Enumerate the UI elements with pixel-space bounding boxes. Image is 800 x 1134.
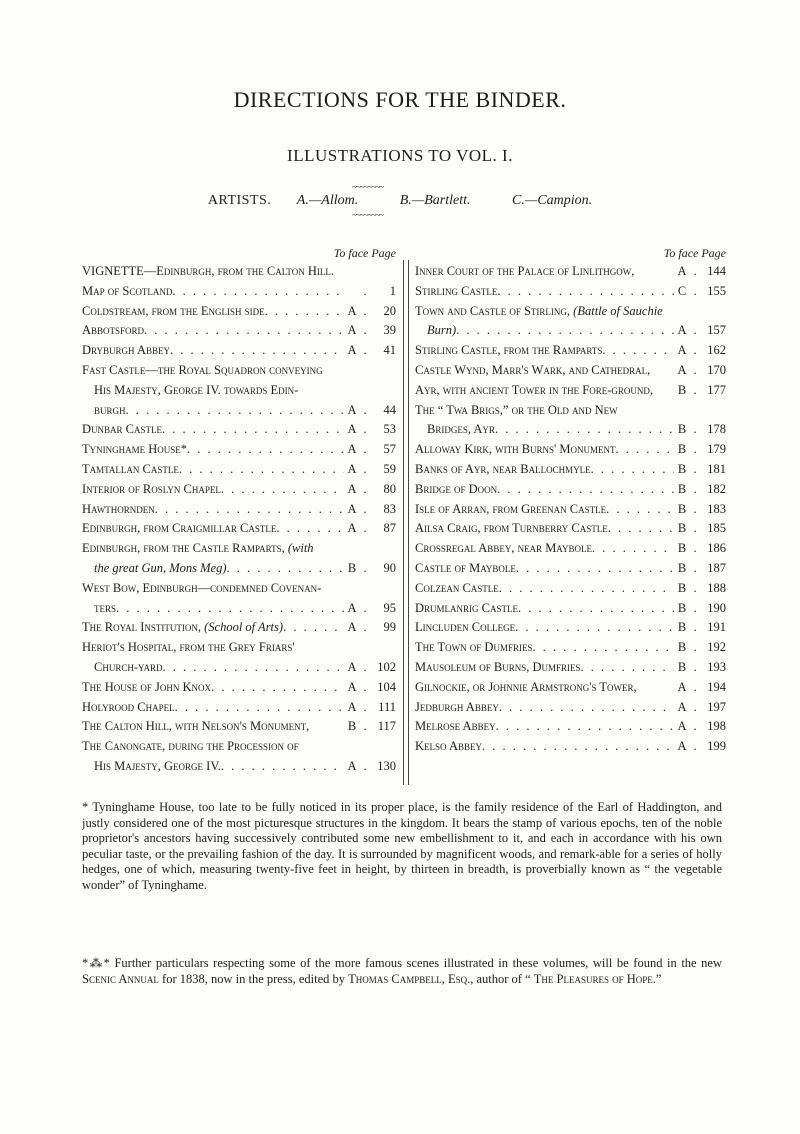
entry-artist: A	[347, 659, 357, 674]
entry-artist: B	[677, 382, 687, 397]
entry-page: 179	[707, 442, 726, 457]
leader-dots	[144, 321, 344, 341]
entry-page: 188	[707, 580, 726, 595]
entry-title	[427, 321, 456, 341]
contents-entry	[82, 460, 396, 480]
entry-separator: .	[363, 402, 367, 417]
contents-entry	[415, 737, 726, 757]
entry-artist: A	[347, 461, 357, 476]
entry-title: Map of Scotland	[82, 283, 173, 298]
entry-artist: B	[677, 600, 687, 615]
contents-entry	[415, 480, 726, 500]
leader-dots	[608, 519, 674, 539]
entry-page: 190	[707, 600, 726, 615]
entry-artist: A	[347, 699, 357, 714]
entry-title: ters	[94, 600, 117, 615]
contents-entry	[415, 440, 726, 460]
entry-separator: .	[693, 620, 697, 635]
entry-separator: .	[693, 560, 697, 575]
entry-italic-note: the great Gun, Mons Meg)	[94, 560, 227, 575]
contents-entry	[415, 618, 726, 638]
leader-dots	[499, 698, 674, 718]
entry-title: Banks of Ayr, near Ballochmyle	[415, 461, 591, 476]
entry-title: Edinburgh, from Craigmillar Castle	[82, 521, 277, 536]
entry-page: 41	[383, 343, 396, 358]
contents-entry	[415, 341, 726, 361]
entry-separator: .	[693, 659, 697, 674]
leader-dots	[499, 579, 674, 599]
entry-title: Castle Wynd, Marr's Wark, and Cathedral,	[415, 362, 651, 377]
leader-dots	[616, 440, 674, 460]
entry-title: Alloway Kirk, with Burns' Monument	[415, 442, 616, 457]
contents-entry	[415, 460, 726, 480]
contents-entry	[82, 519, 396, 539]
page-subtitle: ILLUSTRATIONS TO VOL. I.	[287, 146, 513, 165]
entry-separator: .	[363, 620, 367, 635]
leader-dots	[221, 757, 344, 777]
artists-line	[0, 193, 800, 209]
entry-separator: .	[693, 323, 697, 338]
entry-page: 59	[383, 461, 396, 476]
entry-page: 155	[707, 283, 726, 298]
contents-entry	[82, 480, 396, 500]
leader-dots	[162, 420, 344, 440]
entry-title: Crossregal Abbey, near Maybole	[415, 541, 592, 556]
entry-page: 197	[707, 699, 726, 714]
entry-artist: B	[677, 461, 687, 476]
leader-dots	[172, 282, 344, 302]
entry-page: 111	[378, 699, 396, 714]
entry-title: Town and Castle of Stirling, (Battle of Sauchie	[415, 303, 663, 318]
contents-entry	[82, 678, 396, 698]
entry-title: West Bow, Edinburgh—condemned Covenan-	[82, 580, 322, 595]
entry-separator: .	[363, 481, 367, 496]
entry-separator: .	[363, 283, 367, 298]
leader-dots	[496, 717, 674, 737]
contents-entry	[415, 282, 726, 302]
entry-separator: .	[693, 699, 697, 714]
leader-dots	[283, 618, 344, 638]
artist-b: B.—Bartlett.	[399, 193, 471, 208]
entry-artist: A	[347, 758, 357, 773]
contents-entry	[82, 717, 396, 737]
entry-title: Church-yard	[94, 659, 163, 674]
entry-artist: A	[347, 303, 357, 318]
page-title: DIRECTIONS FOR THE BINDER.	[233, 87, 567, 112]
entry-title: Dryburgh Abbey	[82, 343, 171, 358]
entry-artist: A	[347, 501, 357, 516]
entry-artist: A	[347, 521, 357, 536]
entry-artist: A	[347, 442, 357, 457]
leader-dots	[591, 460, 674, 480]
entry-artist: B	[677, 620, 687, 635]
left-contents-column	[82, 262, 396, 777]
entry-separator: .	[363, 560, 367, 575]
entry-page: 99	[383, 620, 396, 635]
entry-separator: .	[363, 600, 367, 615]
entry-artist: B	[677, 501, 687, 516]
entry-title: Lincluden College	[415, 620, 516, 635]
entry-page: 57	[383, 442, 396, 457]
entry-title: Holyrood Chapel	[82, 699, 175, 714]
entry-separator: .	[363, 659, 367, 674]
entry-separator: .	[363, 303, 367, 318]
artists-label: ARTISTS.	[207, 193, 272, 208]
entry-italic-note: (Battle of Sauchie	[570, 303, 663, 318]
right-contents-column	[415, 262, 726, 757]
contents-entry	[415, 401, 726, 421]
entry-artist: A	[347, 422, 357, 437]
entry-page: 193	[707, 659, 726, 674]
entry-separator: .	[693, 719, 697, 734]
entry-page: 182	[707, 481, 726, 496]
entry-artist: A	[677, 679, 687, 694]
entry-italic-note: (School of Arts)	[201, 620, 284, 635]
entry-separator: .	[693, 521, 697, 536]
contents-entry	[415, 579, 726, 599]
contents-entry	[415, 381, 726, 401]
contents-entry	[82, 579, 396, 599]
leader-dots	[497, 282, 674, 302]
entry-artist: A	[677, 739, 687, 754]
entry-title: VIGNETTE—Edinburgh, from the Calton Hill.	[82, 264, 335, 278]
entry-title: Heriot's Hospital, from the Grey Friars'	[82, 640, 295, 655]
entry-page: 170	[707, 362, 726, 377]
leader-dots	[606, 500, 674, 520]
leader-dots	[581, 658, 674, 678]
contents-entry	[82, 262, 396, 282]
leader-dots	[155, 500, 344, 520]
column-divider	[403, 260, 409, 785]
leader-dots	[221, 480, 344, 500]
leader-dots	[497, 480, 674, 500]
leader-dots	[532, 638, 674, 658]
entry-page: 117	[377, 719, 396, 734]
contents-entry	[415, 420, 726, 440]
entry-title	[94, 559, 227, 579]
entry-title: The “ Twa Brigs,” or the Old and New	[415, 402, 618, 417]
entry-page: 191	[707, 620, 726, 635]
entry-separator: .	[363, 343, 367, 358]
entry-separator: .	[693, 739, 697, 754]
entry-title: Jedburgh Abbey	[415, 699, 499, 714]
entry-page: 162	[707, 343, 726, 358]
entry-title: Isle of Arran, from Greenan Castle	[415, 501, 607, 516]
entry-artist: A	[347, 323, 357, 338]
entry-page: 39	[383, 323, 396, 338]
entry-page: 144	[707, 264, 726, 278]
entry-title: Fast Castle—the Royal Squadron conveying	[82, 362, 323, 377]
entry-title: The Royal Institution, (School of Arts)	[82, 620, 284, 635]
entry-artist: B	[677, 580, 687, 595]
entry-separator: .	[693, 382, 697, 397]
contents-entry	[415, 599, 726, 619]
entry-separator: .	[363, 501, 367, 516]
entry-page: 157	[707, 323, 726, 338]
entry-title: Mausoleum of Burns, Dumfries	[415, 659, 581, 674]
contents-entry	[415, 698, 726, 718]
entry-page: 183	[707, 501, 726, 516]
entry-separator: .	[693, 343, 697, 358]
entry-title: Abbotsford	[82, 323, 145, 338]
artist-a: A.—Allom.	[296, 193, 359, 208]
contents-entry	[82, 658, 396, 678]
contents-entry	[82, 500, 396, 520]
entry-artist: B	[347, 560, 357, 575]
entry-separator: .	[363, 699, 367, 714]
entry-page: 1	[389, 283, 396, 298]
contents-entry	[415, 678, 726, 698]
entry-title: The Town of Dumfries	[415, 640, 533, 655]
entry-separator: .	[363, 323, 367, 338]
contents-entry	[82, 698, 396, 718]
contents-entry	[82, 599, 396, 619]
entry-title: Edinburgh, from the Castle Ramparts, (with	[82, 541, 314, 556]
entry-title: Bridge of Doon	[415, 481, 498, 496]
entry-artist: B	[677, 442, 687, 457]
entry-title: The Calton Hill, with Nelson's Monument,	[82, 719, 310, 734]
leader-dots	[482, 737, 674, 757]
leader-dots	[179, 460, 344, 480]
entry-separator: .	[363, 521, 367, 536]
entry-title: Tamtallan Castle	[82, 461, 179, 476]
entry-page: 199	[707, 739, 726, 754]
contents-entry	[82, 302, 396, 322]
entry-title: Kelso Abbey	[415, 739, 482, 754]
leader-dots	[276, 519, 344, 539]
contents-entry	[82, 638, 396, 658]
entry-title: Drumlanrig Castle	[415, 600, 518, 615]
artist-c: C.—Campion.	[512, 193, 593, 208]
entry-separator: .	[363, 442, 367, 457]
contents-entry	[82, 757, 396, 777]
entry-artist: A	[347, 600, 357, 615]
entry-separator: .	[693, 640, 697, 655]
entry-page: 185	[707, 521, 726, 536]
entry-separator: .	[693, 481, 697, 496]
entry-page: 194	[707, 679, 726, 694]
entry-page: 90	[383, 560, 396, 575]
entry-title: Gilnockie, or Johnnie Armstrong's Tower,	[415, 679, 637, 694]
entry-title: Dunbar Castle	[82, 422, 162, 437]
entry-separator: .	[693, 422, 697, 437]
contents-entry	[82, 381, 396, 401]
entry-title: Coldstream, from the English side	[82, 303, 265, 318]
entry-page: 178	[707, 422, 726, 437]
entry-title: Ayr, with ancient Tower in the Fore-ground,	[415, 382, 654, 397]
entry-title: The Canongate, during the Procession of	[82, 739, 299, 754]
contents-entry	[82, 321, 396, 341]
entry-page: 198	[707, 719, 726, 734]
entry-page: 83	[383, 501, 396, 516]
entry-page: 95	[383, 600, 396, 615]
contents-entry	[82, 737, 396, 757]
right-column-heading: To face Page	[663, 246, 726, 260]
contents-entry	[82, 401, 396, 421]
leader-dots	[592, 539, 674, 559]
entry-title: Melrose Abbey	[415, 719, 496, 734]
entry-artist: B	[677, 422, 687, 437]
contents-entry	[415, 539, 726, 559]
entry-page: 53	[383, 422, 396, 437]
leader-dots	[126, 401, 344, 421]
footnote-further-particulars: *⁂* Further particulars respecting some of the more famous scenes illustrated in these volumes, will be found in the new Scenic Annual for 1838, now in the press, edited by Thomas Campbell, Esq., author of “ The Pleasures of Hope.”	[82, 956, 722, 986]
contents-entry	[82, 618, 396, 638]
entry-separator: .	[693, 580, 697, 595]
entry-artist: B	[677, 659, 687, 674]
entry-page: 192	[707, 640, 726, 655]
entry-page: 181	[707, 461, 726, 476]
entry-title: Stirling Castle, from the Ramparts	[415, 343, 603, 358]
entry-title: Colzean Castle	[415, 580, 499, 595]
contents-entry	[82, 282, 396, 302]
leader-dots	[170, 341, 344, 361]
left-column-heading: To face Page	[333, 246, 396, 260]
entry-separator: .	[693, 362, 697, 377]
entry-separator: .	[693, 541, 697, 556]
contents-entry	[82, 559, 396, 579]
leader-dots	[515, 618, 674, 638]
entry-separator: .	[693, 501, 697, 516]
leader-dots	[495, 420, 674, 440]
entry-separator: .	[363, 461, 367, 476]
entry-artist: B	[677, 541, 687, 556]
entry-title: Inner Court of the Palace of Linlithgow,	[415, 264, 635, 278]
contents-entry	[415, 321, 726, 341]
leader-dots	[175, 698, 344, 718]
contents-entry	[415, 302, 726, 322]
contents-entry	[415, 262, 726, 282]
entry-artist: B	[677, 481, 687, 496]
entry-separator: .	[693, 461, 697, 476]
entry-title: Bridges, Ayr	[427, 422, 495, 437]
entry-page: 177	[707, 382, 726, 397]
contents-entry	[415, 638, 726, 658]
footnote-tyninghame: * Tyninghame House, too late to be fully noticed in its proper place, is the family residence of the Earl of Haddington, and justly considered one of the most picturesque structures in the kingdom. It bears the stamp of various epochs, ten of the noble proprietor's ancestors having successively contributed some new embellishment to it, and each in accordance with his own peculiar taste, or the prevailing fashion of the day. It is surrounded by magnificent woods, and remark-able for a series of holly hedges, one of which, measuring twenty-five feet in height, by thirteen in breadth, is proverbially known as “ the vegetable wonder” of Tyninghame.	[82, 800, 722, 892]
entry-page: 187	[707, 560, 726, 575]
entry-artist: A	[677, 323, 687, 338]
leader-dots	[602, 341, 674, 361]
entry-title: His Majesty, George IV. towards Edin-	[94, 382, 299, 397]
contents-entry	[415, 361, 726, 381]
leader-dots	[187, 440, 344, 460]
entry-artist: A	[347, 402, 357, 417]
entry-artist: A	[677, 699, 687, 714]
ornament-bottom: ~~~~~~~~	[352, 210, 383, 220]
entry-artist: A	[677, 362, 687, 377]
entry-artist: C	[677, 283, 687, 298]
entry-title: His Majesty, George IV.	[94, 758, 221, 773]
entry-artist: B	[677, 640, 687, 655]
entry-page: 20	[383, 303, 396, 318]
entry-separator: .	[693, 600, 697, 615]
entry-page: 87	[383, 521, 396, 536]
entry-artist: A	[347, 481, 357, 496]
leader-dots	[265, 302, 344, 322]
entry-page: 104	[377, 679, 396, 694]
contents-entry	[82, 341, 396, 361]
entry-title: burgh	[94, 402, 126, 417]
entry-artist: A	[677, 343, 687, 358]
leader-dots	[211, 678, 344, 698]
contents-entry	[82, 361, 396, 381]
entry-page: 80	[383, 481, 396, 496]
entry-page: 186	[707, 541, 726, 556]
contents-entry	[82, 420, 396, 440]
entry-page: 44	[383, 402, 396, 417]
entry-page: 102	[377, 659, 396, 674]
entry-italic-note: (with	[284, 541, 314, 556]
entry-title: Stirling Castle	[415, 283, 498, 298]
ornament-top: ~~~~~~~~	[352, 182, 383, 192]
entry-page: 130	[377, 758, 396, 773]
leader-dots	[456, 321, 674, 341]
entry-title: Tyninghame House*	[82, 442, 188, 457]
contents-entry	[82, 539, 396, 559]
entry-separator: .	[363, 758, 367, 773]
entry-artist: A	[347, 620, 357, 635]
entry-separator: .	[693, 264, 697, 278]
leader-dots	[516, 559, 674, 579]
contents-entry	[415, 519, 726, 539]
contents-entry	[415, 717, 726, 737]
entry-italic-note: Burn)	[427, 323, 457, 338]
entry-artist: B	[677, 560, 687, 575]
entry-artist: B	[347, 719, 357, 734]
entry-separator: .	[693, 283, 697, 298]
entry-title: Ailsa Craig, from Turnberry Castle	[415, 521, 608, 536]
contents-entry	[415, 658, 726, 678]
entry-separator: .	[363, 422, 367, 437]
contents-entry	[82, 440, 396, 460]
leader-dots	[116, 599, 344, 619]
entry-artist: B	[677, 521, 687, 536]
entry-separator: .	[363, 679, 367, 694]
contents-entry	[415, 559, 726, 579]
leader-dots	[227, 559, 345, 579]
leader-dots	[518, 599, 674, 619]
entry-separator: .	[363, 719, 367, 734]
entry-title: Interior of Roslyn Chapel	[82, 481, 221, 496]
contents-entry	[415, 500, 726, 520]
entry-title: The House of John Knox	[82, 679, 212, 694]
entry-artist: A	[677, 264, 687, 278]
entry-title: Castle of Maybole	[415, 560, 516, 575]
entry-separator: .	[693, 442, 697, 457]
entry-artist: A	[347, 343, 357, 358]
entry-artist: A	[347, 679, 357, 694]
entry-title: Hawthornden	[82, 501, 155, 516]
entry-artist: A	[677, 719, 687, 734]
leader-dots	[163, 658, 344, 678]
entry-separator: .	[693, 679, 697, 694]
